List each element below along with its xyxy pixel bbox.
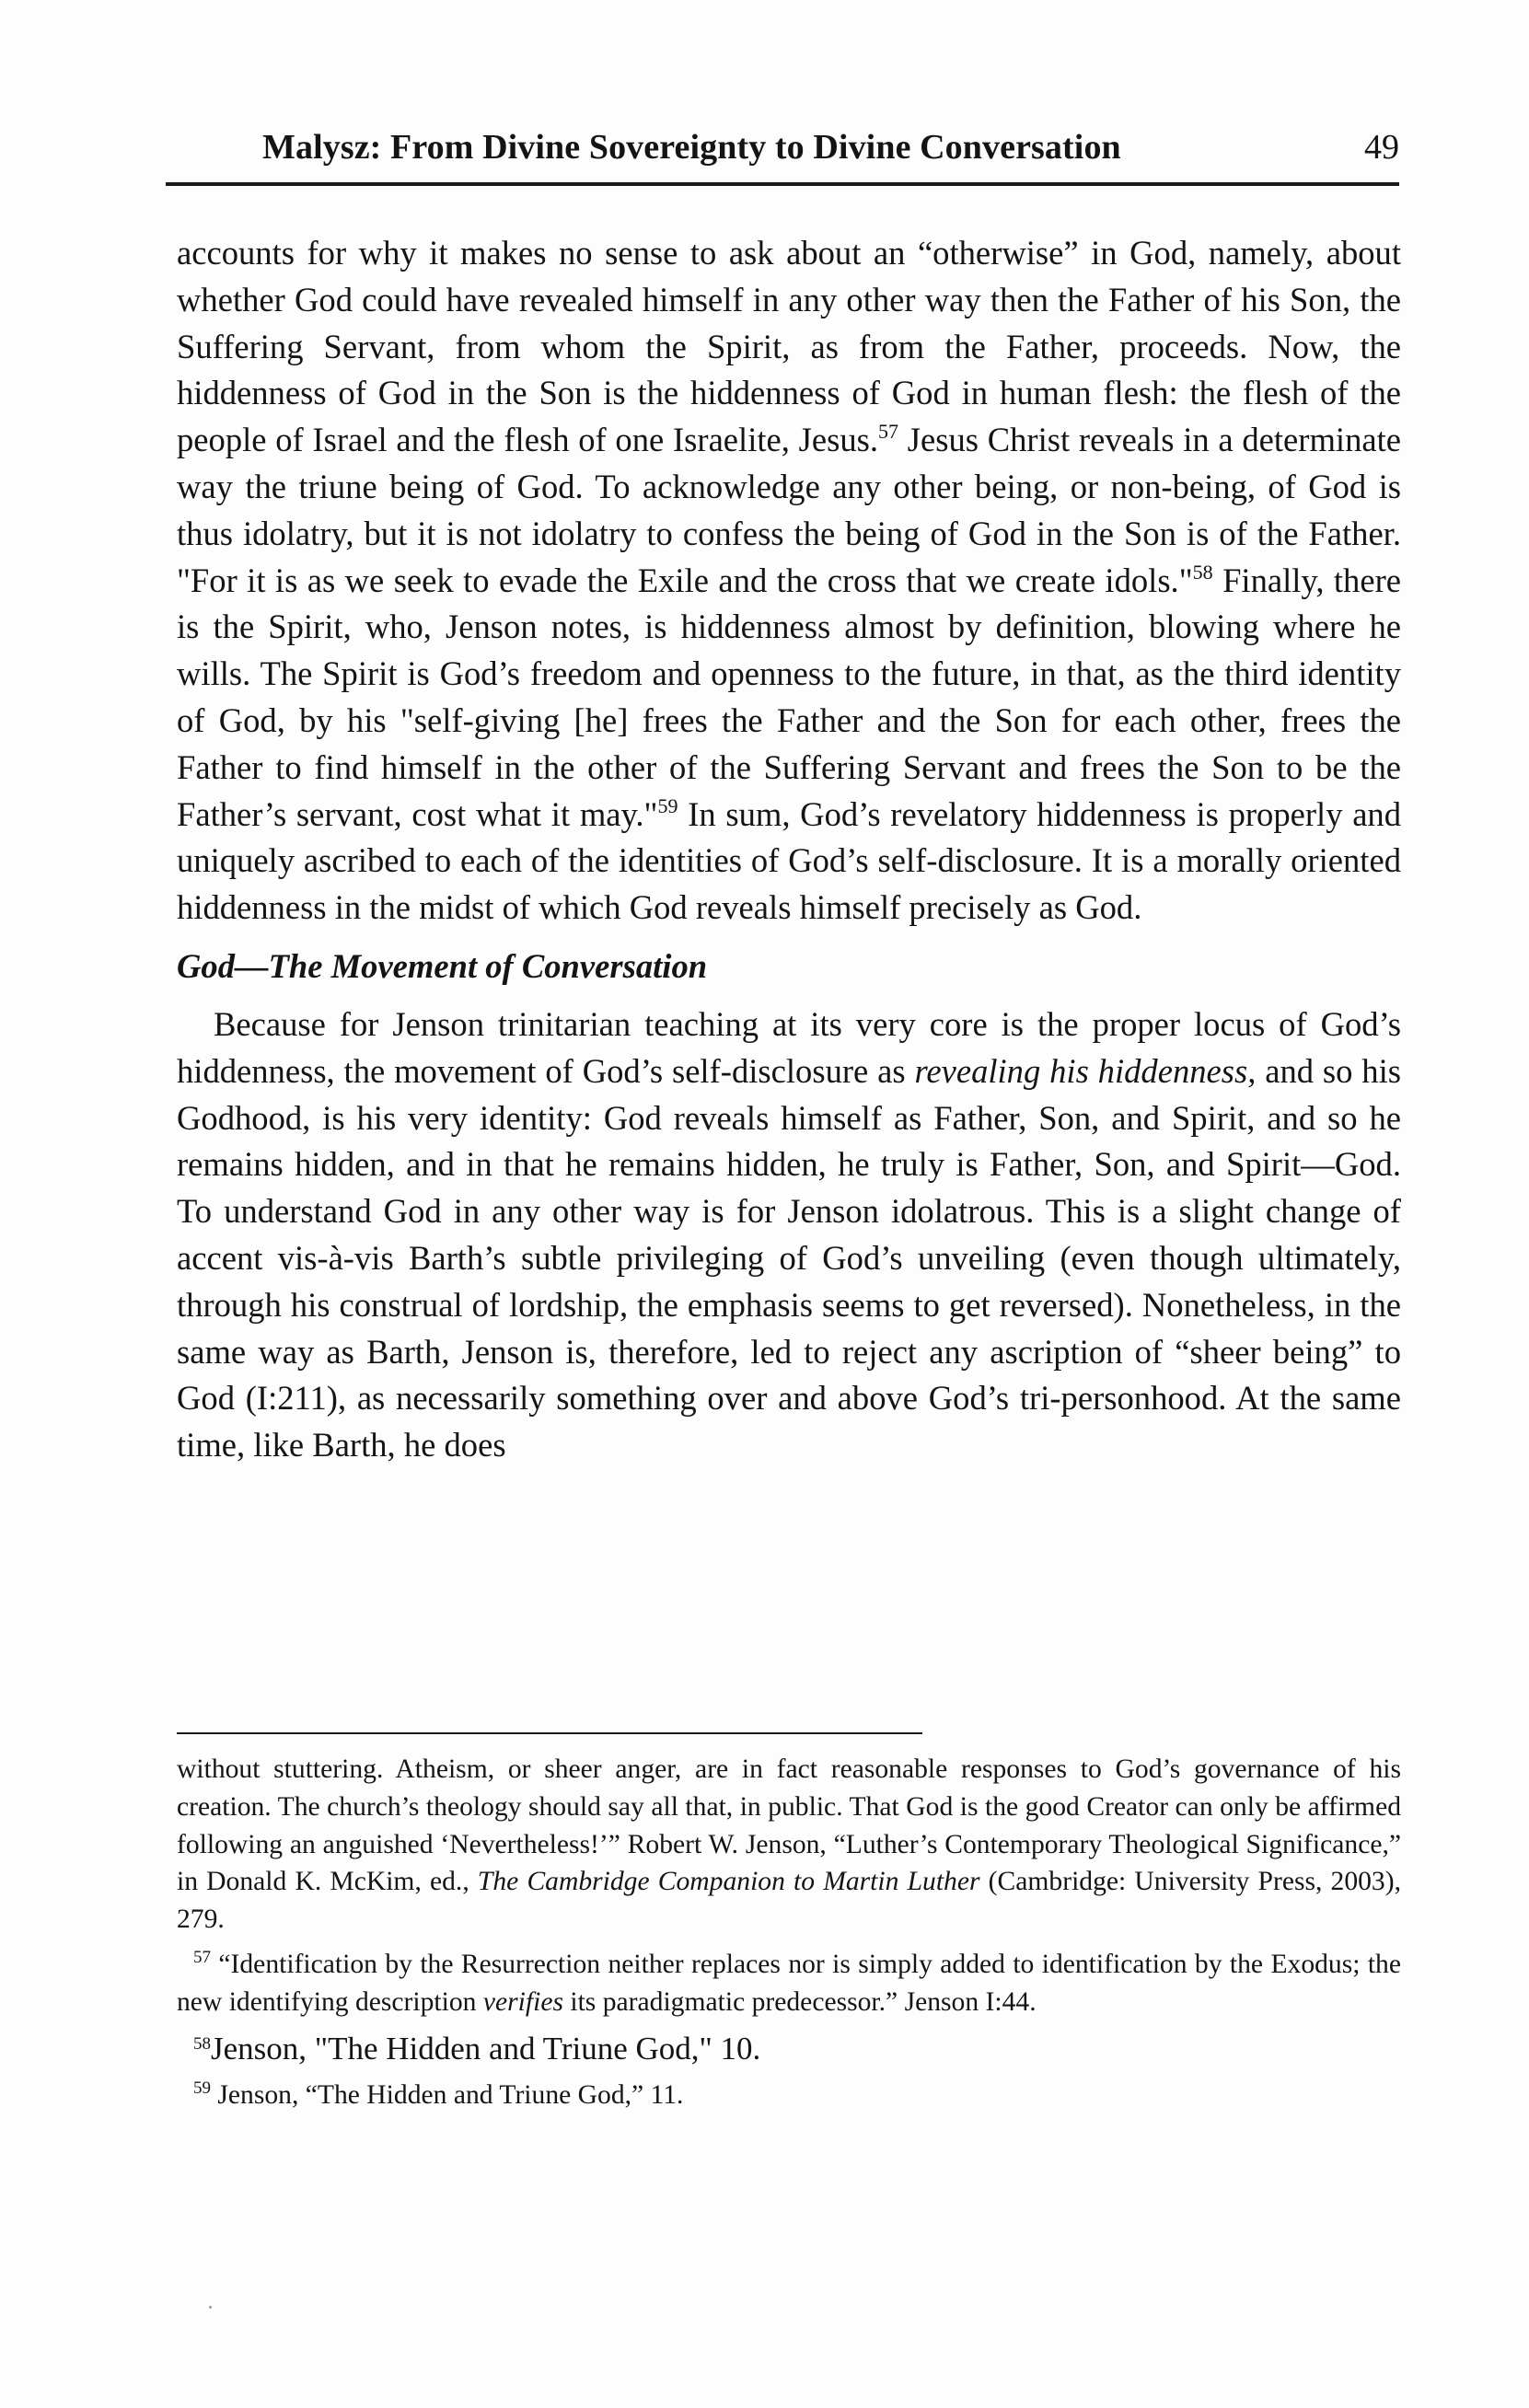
paragraph-2 (177, 1001, 1401, 1469)
scan-speck (209, 2306, 212, 2309)
note-ref-58: 58 (1192, 560, 1213, 584)
footnote-divider (177, 1732, 922, 1734)
footnote-58-number: 58 (193, 2033, 211, 2054)
paragraph-1-text-b: Jesus Christ reveals in a determinate way the triune being of God. To acknowledge any other being, or non-being, of God is thus idolatry, but it is not idolatry to confess the being of God in the Son is of the Father. "For it is as we seek to evade the Exile and the cross that we create idols." (177, 421, 1402, 599)
footnote-59 (177, 2077, 1401, 2114)
footnote-59-text: Jenson, “The Hidden and Triune God,” 11. (211, 2079, 684, 2110)
footnotes (177, 1751, 1401, 2121)
paragraph-1-text-c: Finally, there is the Spirit, who, Jenson notes, is hiddenness almost by definition, blowing where he wills. The Spirit is God’s freedom and openness to the future, in that, as the third identity of God, by his "self-giving [he] frees the Father and the Son for each other, frees the Father to find himself in the other of the Suffering Servant and frees the Son to be the Father’s servant, cost what it may." (177, 561, 1402, 833)
footnote-57-number: 57 (193, 1947, 211, 1967)
paragraph-2-emphasis: revealing his hiddenness, (914, 1051, 1257, 1090)
footnote-continued-book-title: The Cambridge Companion to Martin Luther (477, 1867, 980, 1897)
footnote-58-text: Jenson, "The Hidden and Triune God," 10. (211, 2030, 761, 2066)
paragraph-2-text-b: and so his Godhood, is his very identity: God reveals himself as Father, Son, and Spirit, and so he remains hidden, and in that he remains hidden, he truly is Father, Son, and Spirit—God. To understand God in any other way is for Jenson idolatrous. This is a slight change of accent vis-à-vis Barth’s subtle privileging of God’s unveiling (even though ultimately, through his construal of lordship, the emphasis seems to get reversed). Nonetheless, in the same way as Barth, Jenson is, therefore, led to reject any ascription of “sheer being” to God (I:211), as necessarily something over and above God’s tri-personhood. At the same time, like Barth, he does (177, 1051, 1401, 1464)
paragraph-2-text-a: Because for Jenson trinitarian teaching at its very core is the proper locus of God’s hiddenness, the movement of God’s self-disclosure as (177, 1004, 1401, 1090)
footnote-57-text-b: its paradigmatic predecessor.” Jenson I:44. (562, 1986, 1037, 2017)
page-number: 49 (1364, 128, 1399, 167)
footnote-58 (177, 2029, 1401, 2069)
footnote-continued (177, 1751, 1401, 1939)
footnote-57-emphasis: verifies (482, 1986, 563, 2017)
note-ref-57: 57 (878, 420, 899, 444)
footnote-continued-text-b: (Cambridge: University Press, 2003), 279. (177, 1867, 1401, 1935)
main-text (177, 230, 1401, 1469)
running-header (166, 127, 1399, 186)
running-title: Malysz: From Divine Sovereignty to Divine Conversation (262, 128, 1121, 167)
paragraph-1-text-d: In sum, God’s revelatory hiddenness is properly and uniquely ascribed to each of the identities of God’s self-disclosure. It is a morally oriented hiddenness in the midst of which God reveals himself precisely as God. (177, 794, 1402, 927)
footnote-57-text-a: “Identification by the Resurrection neither replaces nor is simply added to identification by the Exodus; the new identifying description (177, 1949, 1401, 2017)
paragraph-1-text-a: accounts for why it makes no sense to ask about an “otherwise” in God, namely, about whether God could have revealed himself in any other way then the Father of his Son, the Suffering Servant, from whom the Spirit, as from the Father, proceeds. Now, the hiddenness of God in the Son is the hiddenness of God in human flesh: the flesh of the people of Israel and the flesh of one Israelite, Jesus. (177, 234, 1401, 459)
footnote-59-number: 59 (193, 2078, 211, 2098)
note-ref-59: 59 (657, 793, 678, 817)
section-heading: God—The Movement of Conversation (177, 946, 708, 985)
footnote-continued-text-a: without stuttering. Atheism, or sheer anger, are in fact reasonable responses to God’s governance of his creation. The church’s theology should say all that, in public. That God is the good Creator can only be affirmed following an anguished ‘Nevertheless!’” Robert W. Jenson, “Luther’s Contemporary Theological Significance,” in Donald K. McKim, ed., (177, 1754, 1401, 1897)
paragraph-1 (177, 230, 1401, 932)
footnote-57 (177, 1946, 1401, 2021)
